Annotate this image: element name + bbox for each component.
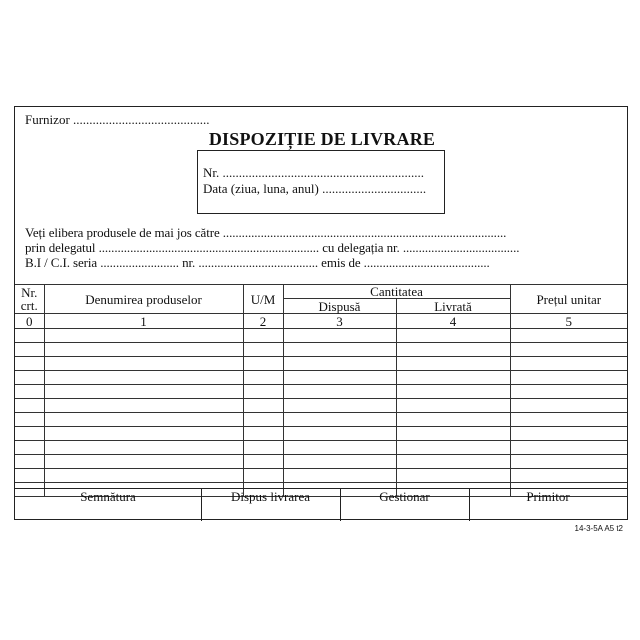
table-row <box>15 329 627 343</box>
column-number: 1 <box>44 314 243 329</box>
table-row <box>15 343 627 357</box>
form-code: 14-3-5A A5 t2 <box>574 524 623 533</box>
signature-row <box>15 488 627 521</box>
table-cell[interactable] <box>510 469 627 483</box>
table-cell[interactable] <box>283 357 396 371</box>
table-cell[interactable] <box>15 455 44 469</box>
column-number: 3 <box>283 314 396 329</box>
table-cell[interactable] <box>243 385 283 399</box>
table-cell[interactable] <box>44 441 243 455</box>
table-cell[interactable] <box>510 399 627 413</box>
column-number: 5 <box>510 314 627 329</box>
table-cell[interactable] <box>15 469 44 483</box>
date-field[interactable]: Data (ziua, luna, anul) ................................ <box>203 181 427 196</box>
table-cell[interactable] <box>44 469 243 483</box>
table-cell[interactable] <box>44 455 243 469</box>
table-cell[interactable] <box>15 399 44 413</box>
table-cell[interactable] <box>44 371 243 385</box>
table-cell[interactable] <box>283 441 396 455</box>
header-unit: U/M <box>243 285 283 314</box>
column-number: 2 <box>243 314 283 329</box>
table-row <box>15 441 627 455</box>
table-cell[interactable] <box>283 329 396 343</box>
table-cell[interactable] <box>44 399 243 413</box>
table-cell[interactable] <box>283 469 396 483</box>
table-cell[interactable] <box>44 343 243 357</box>
form-title: DISPOZIȚIE DE LIVRARE <box>208 129 436 149</box>
table-row <box>15 413 627 427</box>
table-cell[interactable] <box>243 329 283 343</box>
number-date-box <box>197 150 445 214</box>
table-cell[interactable] <box>243 427 283 441</box>
table-cell[interactable] <box>283 427 396 441</box>
table-cell[interactable] <box>44 427 243 441</box>
table-cell[interactable] <box>283 455 396 469</box>
table-cell[interactable] <box>15 371 44 385</box>
table-cell[interactable] <box>510 343 627 357</box>
supplier-field[interactable]: Furnizor .......................................... <box>25 112 210 127</box>
table-cell[interactable] <box>283 413 396 427</box>
table-cell[interactable] <box>396 329 510 343</box>
id-document-field[interactable]: B.I / C.I. seria ......................... nr. ...................................... emis de ........................................ <box>25 255 490 270</box>
table-cell[interactable] <box>510 427 627 441</box>
header-nr-crt: Nr. crt. <box>15 285 44 314</box>
table-row <box>15 469 627 483</box>
table-row <box>15 371 627 385</box>
table-cell[interactable] <box>243 343 283 357</box>
table-cell[interactable] <box>243 371 283 385</box>
table-cell[interactable] <box>396 371 510 385</box>
table-cell[interactable] <box>243 399 283 413</box>
header-unit-price: Prețul unitar <box>510 285 627 314</box>
storekeeper-cell[interactable]: Gestionar <box>379 489 430 504</box>
table-cell[interactable] <box>283 385 396 399</box>
table-cell[interactable] <box>283 343 396 357</box>
table-cell[interactable] <box>510 357 627 371</box>
table-row <box>15 427 627 441</box>
table-cell[interactable] <box>510 371 627 385</box>
table-cell[interactable] <box>283 399 396 413</box>
table-cell[interactable] <box>283 371 396 385</box>
table-cell[interactable] <box>396 441 510 455</box>
table-cell[interactable] <box>15 413 44 427</box>
table-cell[interactable] <box>510 413 627 427</box>
table-cell[interactable] <box>15 441 44 455</box>
table-cell[interactable] <box>396 469 510 483</box>
signature-cell[interactable]: Semnătura <box>80 489 136 504</box>
delivery-order-form <box>14 106 628 520</box>
table-cell[interactable] <box>15 427 44 441</box>
table-cell[interactable] <box>510 455 627 469</box>
table-cell[interactable] <box>396 413 510 427</box>
table-cell[interactable] <box>243 455 283 469</box>
table-cell[interactable] <box>15 385 44 399</box>
header-product-name: Denumirea produselor <box>44 285 243 314</box>
table-cell[interactable] <box>510 329 627 343</box>
table-cell[interactable] <box>15 357 44 371</box>
table-cell[interactable] <box>396 357 510 371</box>
table-cell[interactable] <box>396 455 510 469</box>
table-cell[interactable] <box>396 399 510 413</box>
table-cell[interactable] <box>44 385 243 399</box>
table-row <box>15 399 627 413</box>
delegate-field[interactable]: prin delegatul ...................................................................... cu delegația nr. ..................................... <box>25 240 520 255</box>
table-cell[interactable] <box>243 441 283 455</box>
table-cell[interactable] <box>510 385 627 399</box>
header-delivered: Livrată <box>396 299 510 314</box>
table-cell[interactable] <box>396 343 510 357</box>
table-cell[interactable] <box>396 385 510 399</box>
table-cell[interactable] <box>243 469 283 483</box>
receiver-cell[interactable]: Primitor <box>526 489 570 504</box>
table-cell[interactable] <box>44 413 243 427</box>
column-number: 0 <box>15 314 44 329</box>
header-quantity: Cantitatea <box>283 285 510 299</box>
table-row <box>15 357 627 371</box>
table-cell[interactable] <box>15 329 44 343</box>
column-number: 4 <box>396 314 510 329</box>
table-cell[interactable] <box>15 343 44 357</box>
table-cell[interactable] <box>44 329 243 343</box>
table-cell[interactable] <box>243 413 283 427</box>
dispatched-by-cell[interactable]: Dispus livrarea <box>230 489 311 504</box>
header-ordered: Dispusă <box>283 299 396 314</box>
table-cell[interactable] <box>396 427 510 441</box>
number-field[interactable]: Nr. .............................................................. <box>203 165 424 180</box>
products-table <box>15 284 627 497</box>
table-cell[interactable] <box>510 441 627 455</box>
table-cell[interactable] <box>44 357 243 371</box>
table-row <box>15 385 627 399</box>
table-cell[interactable] <box>243 357 283 371</box>
blank-rows <box>15 329 627 497</box>
table-row <box>15 455 627 469</box>
release-to-field[interactable]: Veți elibera produsele de mai jos către .......................................................................................... <box>25 225 507 240</box>
